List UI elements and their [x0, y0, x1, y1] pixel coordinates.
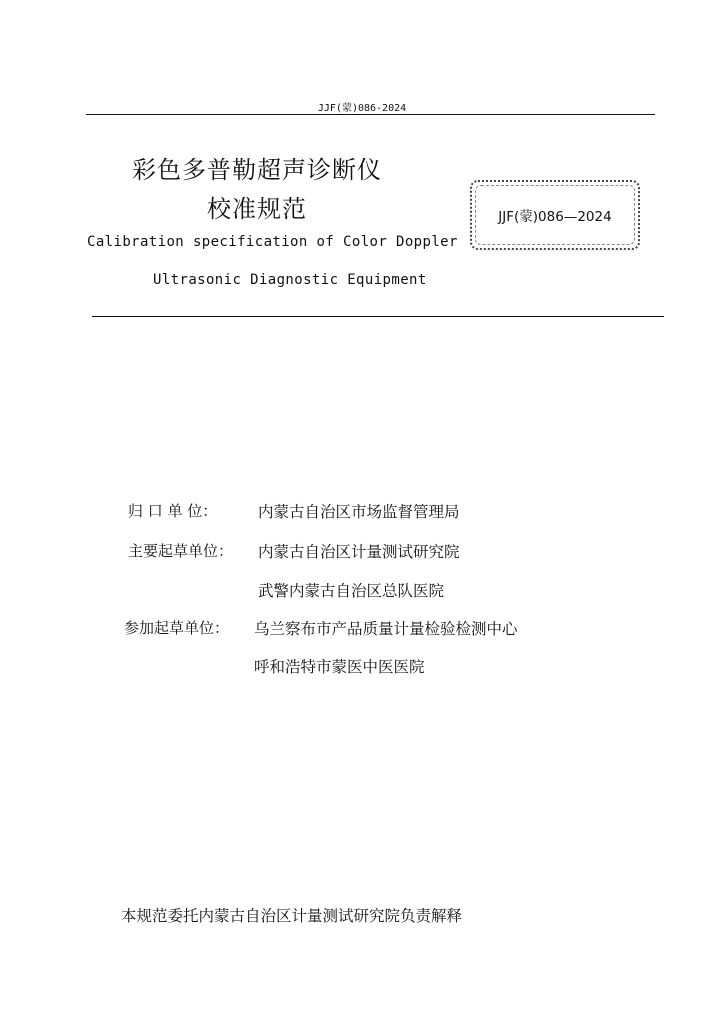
- main-drafter-label: 主要起草单位：: [128, 542, 234, 560]
- title-divider: [92, 316, 664, 317]
- main-drafter-1: 内蒙古自治区计量测试研究院: [258, 543, 460, 561]
- document-code: JJF(蒙)086—2024: [498, 209, 612, 225]
- title-english-line1: Calibration specification of Color Doppler: [87, 234, 458, 250]
- title-english-line2: Ultrasonic Diagnostic Equipment: [153, 272, 427, 288]
- participant-2: 呼和浩特市蒙医中医医院: [254, 658, 425, 676]
- document-code-box: [470, 180, 640, 250]
- title-chinese-line1: 彩色多普勒超声诊断仪: [132, 156, 382, 184]
- header-code: JJF(蒙)086-2024: [317, 103, 407, 114]
- main-drafter-2: 武警内蒙古自治区总队医院: [258, 582, 445, 600]
- interpretation-note: 本规范委托内蒙古自治区计量测试研究院负责解释: [121, 907, 463, 925]
- header-divider: [86, 114, 655, 115]
- participant-1: 乌兰察布市产品质量计量检验检测中心: [254, 620, 518, 638]
- title-chinese-line2: 校准规范: [207, 195, 307, 223]
- authority-value: 内蒙古自治区市场监督管理局: [258, 503, 460, 521]
- authority-label: 归 口 单 位：: [128, 502, 218, 520]
- participant-label: 参加起草单位：: [124, 619, 230, 637]
